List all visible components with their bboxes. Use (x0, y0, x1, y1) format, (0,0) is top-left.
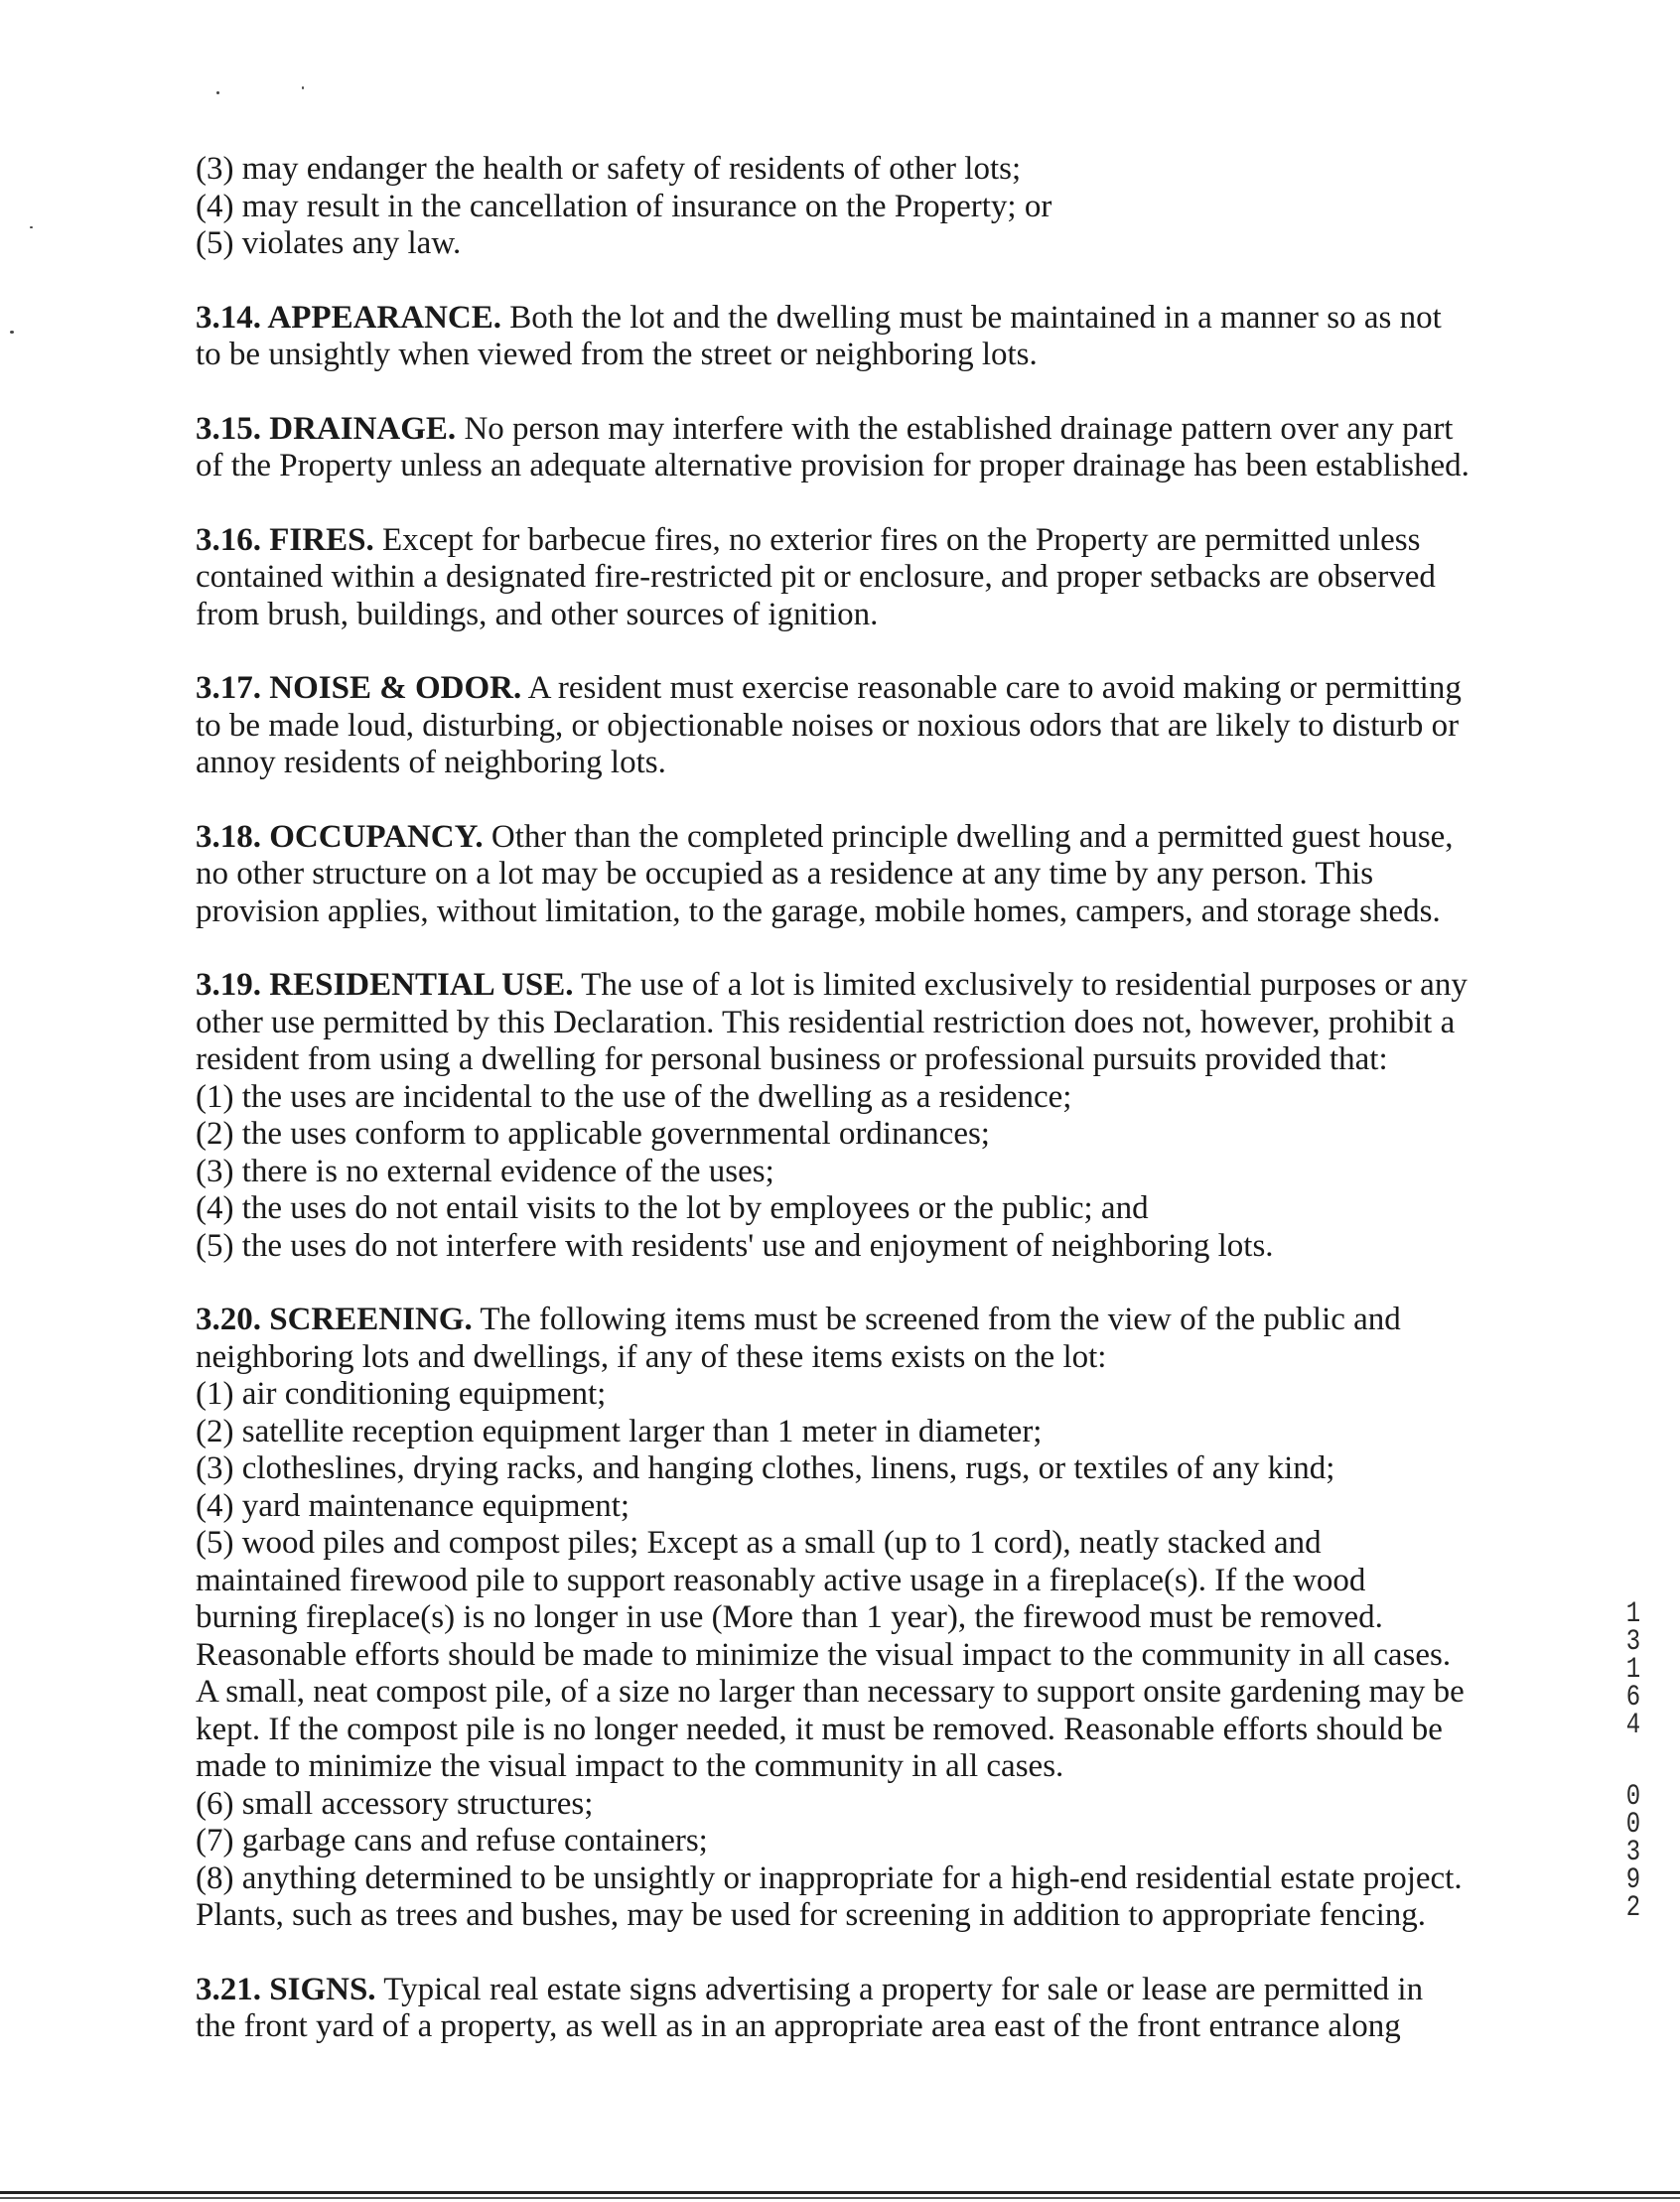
section-text: neighboring lots and dwellings, if any of these items exists on the lot: (196, 1338, 1107, 1375)
scan-speck (216, 91, 219, 94)
section-heading: 3.15. DRAINAGE. (196, 410, 457, 447)
scan-speck (10, 331, 14, 334)
section-text: Reasonable efforts should be made to minimize the visual impact to the community in all cases. (196, 1636, 1452, 1673)
list-item: (4) may result in the cancellation of insurance on the Property; or (196, 188, 1052, 224)
page-edge-line (0, 2191, 1680, 2194)
stamp-digit: 0 (1625, 1780, 1641, 1814)
stamp-digit: 0 (1625, 1808, 1641, 1842)
section-heading: 3.17. NOISE & ODOR. (196, 670, 522, 706)
list-item: (1) air conditioning equipment; (196, 1376, 607, 1412)
stamp-digit: 6 (1625, 1681, 1641, 1715)
section-text: Typical real estate signs advertising a property for sale or lease are permitted in (375, 1971, 1424, 2007)
section-text: Other than the completed principle dwelling and a permitted guest house, (483, 818, 1454, 855)
list-item: (1) the uses are incidental to the use of the dwelling as a residence; (196, 1078, 1072, 1115)
section-drainage (196, 411, 1486, 485)
list-item: (3) there is no external evidence of the uses; (196, 1153, 774, 1189)
section-text: made to minimize the visual impact to the community in all cases. (196, 1748, 1064, 1784)
list-item: (5) wood piles and compost piles; Except as a small (up to 1 cord), neatly stacked and (196, 1525, 1322, 1561)
recording-stamp (1621, 1597, 1645, 1925)
section-screening (196, 1302, 1486, 1935)
section-text: the front yard of a property, as well as in an appropriate area east of the front entrance along (196, 2008, 1401, 2044)
section-text: No person may interfere with the established drainage pattern over any part (456, 410, 1454, 447)
stamp-digit: 1 (1625, 1653, 1641, 1687)
section-heading: 3.21. SIGNS. (196, 1971, 376, 2007)
section-text: to be made loud, disturbing, or objectionable noises or noxious odors that are likely to disturb or (196, 707, 1460, 744)
section-signs (196, 1972, 1486, 2046)
section-text: provision applies, without limitation, to the garage, mobile homes, campers, and storage sheds. (196, 893, 1441, 929)
section-text: A small, neat compost pile, of a size no larger than necessary to support onsite gardening may be (196, 1674, 1465, 1710)
document-body (196, 151, 1486, 2046)
stamp-digit: 3 (1625, 1836, 1641, 1869)
section-residential-use (196, 967, 1486, 1265)
stamp-digit: 2 (1625, 1891, 1641, 1925)
section-text: other use permitted by this Declaration. This residential restriction does not, however, prohibit a (196, 1004, 1456, 1040)
stamp-digit: 3 (1625, 1625, 1641, 1659)
section-noise-odor (196, 670, 1486, 782)
section-appearance (196, 300, 1486, 374)
list-item: (6) small accessory structures; (196, 1785, 594, 1822)
list-item: (3) may endanger the health or safety of residents of other lots; (196, 151, 1022, 187)
list-item: (5) violates any law. (196, 225, 462, 261)
section-text: of the Property unless an adequate alternative provision for proper drainage has been established. (196, 448, 1470, 483)
section-text: kept. If the compost pile is no longer needed, it must be removed. Reasonable efforts should be (196, 1711, 1443, 1747)
list-item: (2) satellite reception equipment larger than 1 meter in diameter; (196, 1413, 1043, 1449)
list-item: (8) anything determined to be unsightly or inappropriate for a high-end residential estate project. (196, 1859, 1463, 1896)
stamp-digit: 9 (1625, 1863, 1641, 1897)
section-heading: 3.14. APPEARANCE. (196, 299, 502, 336)
list-item: (5) the uses do not interfere with residents' use and enjoyment of neighboring lots. (196, 1227, 1274, 1264)
section-text: Plants, such as trees and bushes, may be used for screening in addition to appropriate fencing. (196, 1897, 1426, 1933)
section-heading: 3.19. RESIDENTIAL USE. (196, 967, 574, 1003)
scan-speck (30, 226, 33, 228)
intro-list (196, 151, 1486, 263)
section-occupancy (196, 819, 1486, 931)
list-item: (3) clotheslines, drying racks, and hanging clothes, linens, rugs, or textiles of any kind; (196, 1450, 1335, 1486)
section-text: to be unsightly when viewed from the street or neighboring lots. (196, 337, 1038, 372)
list-item: (4) yard maintenance equipment; (196, 1487, 630, 1524)
page-edge-line (0, 2197, 1680, 2199)
stamp-digit: 4 (1625, 1709, 1641, 1742)
section-text: resident from using a dwelling for personal business or professional pursuits provided that: (196, 1041, 1388, 1077)
section-fires (196, 522, 1486, 634)
section-text: no other structure on a lot may be occupied as a residence at any time by any person. This (196, 856, 1374, 892)
section-text: The following items must be screened from the view of the public and (472, 1302, 1401, 1337)
scan-speck (302, 86, 304, 89)
list-item: (2) the uses conform to applicable governmental ordinances; (196, 1116, 990, 1152)
stamp-gap (1621, 1739, 1645, 1783)
section-text: Except for barbecue fires, no exterior fires on the Property are permitted unless (373, 521, 1421, 558)
stamp-digit: 1 (1625, 1597, 1641, 1631)
section-text: The use of a lot is limited exclusively to residential purposes or any (573, 967, 1468, 1003)
section-text: from brush, buildings, and other sources of ignition. (196, 596, 879, 632)
section-text: burning fireplace(s) is no longer in use (More than 1 year), the firewood must be removed. (196, 1599, 1383, 1635)
section-text: maintained firewood pile to support reasonably active usage in a fireplace(s). If the wood (196, 1562, 1366, 1598)
list-item: (7) garbage cans and refuse containers; (196, 1823, 708, 1858)
section-heading: 3.18. OCCUPANCY. (196, 818, 484, 855)
section-heading: 3.20. SCREENING. (196, 1302, 473, 1337)
section-text: contained within a designated fire-restricted pit or enclosure, and proper setbacks are observed (196, 559, 1436, 595)
section-text: A resident must exercise reasonable care to avoid making or permitting (521, 670, 1462, 706)
list-item: (4) the uses do not entail visits to the lot by employees or the public; and (196, 1190, 1149, 1226)
section-heading: 3.16. FIRES. (196, 521, 374, 558)
section-text: annoy residents of neighboring lots. (196, 745, 666, 780)
section-text: Both the lot and the dwelling must be maintained in a manner so as not (501, 299, 1442, 336)
